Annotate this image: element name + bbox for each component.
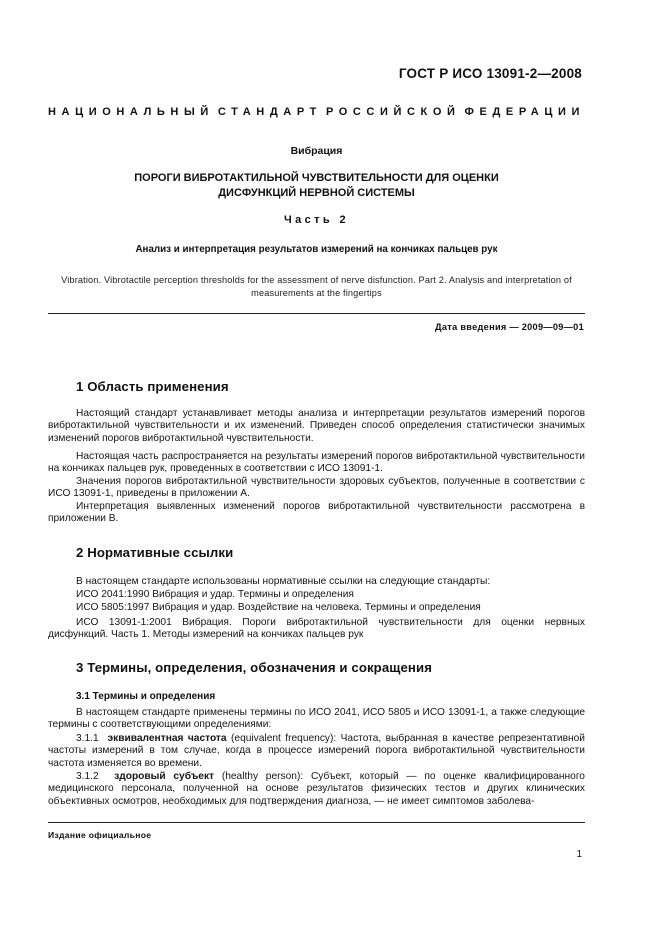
banner-word: ФЕДЕРАЦИИ (464, 106, 585, 118)
section-1-paragraph-1: Настоящий стандарт устанавливает методы анализа и интерпретации результатов измерений порогов вибротактильной чувствительности и их изменений. Приведен способ определения статистически значимых изменений порогов вибротактильной чувствительности. (48, 408, 585, 444)
divider-rule (48, 313, 585, 314)
document-title: ПОРОГИ ВИБРОТАКТИЛЬНОЙ ЧУВСТВИТЕЛЬНОСТИ ДЛЯ ОЦЕНКИ ДИСФУНКЦИЙ НЕРВНОЙ СИСТЕМЫ (134, 172, 499, 199)
official-edition-label: Издание официальное (48, 830, 152, 840)
normative-reference: ИСО 2041:1990 Вибрация и удар. Термины и определения (76, 589, 354, 600)
section-2-heading: 2 Нормативные ссылки (76, 545, 234, 560)
introduction-date: Дата введения — 2009—09—01 (435, 322, 584, 332)
document-subtitle: Анализ и интерпретация результатов измерений на кончиках пальцев рук (135, 244, 498, 255)
term-number: 3.1.1 (76, 733, 99, 744)
normative-reference: ИСО 13091-1:2001 Вибрация. Пороги вибротактильной чувствительности для оценки нервных дисфункций. Часть 1. Методы измерений на кончиках пальцев рук (48, 617, 585, 641)
normative-reference: ИСО 5805:1997 Вибрация и удар. Воздействие на человека. Термины и определения (76, 602, 481, 613)
term-name: эквивалентная частота (107, 733, 227, 744)
section-1-paragraph-3: Значения порогов вибротактильной чувствительности здоровых субъектов, полученные в соответствии с ИСО 13091-1, приведены в приложении А. (48, 476, 585, 500)
banner-word: НАЦИОНАЛЬНЫЙ (48, 106, 214, 118)
banner-word: РОССИЙСКОЙ (325, 106, 461, 118)
topic-heading: Вибрация (290, 145, 343, 157)
section-1-paragraph-2: Настоящая часть распространяется на результаты измерений порогов вибротактильной чувствительности на кончиках пальцев рук, проведенных в соответствии с ИСО 13091-1. (48, 451, 585, 475)
page-number: 1 (576, 849, 582, 860)
section-3-heading: 3 Термины, определения, обозначения и сокращения (76, 660, 432, 675)
section-1-heading: 1 Область применения (76, 379, 229, 394)
term-3-1-1 (48, 733, 585, 770)
term-number: 3.1.2 (76, 771, 99, 782)
term-definition: (equivalent frequency): Частота, выбранная в качестве репрезентативной частоты измерений в том случае, когда в процессе измерений порога вибротактильной чувствительности частота изменяется во времени. (48, 733, 585, 769)
national-standard-banner (48, 106, 585, 118)
normative-intro: В настоящем стандарте использованы нормативные ссылки на следующие стандарты: (76, 576, 491, 587)
part-label: Часть 2 (283, 214, 350, 226)
term-3-1-2 (48, 771, 585, 808)
section-3-intro: В настоящем стандарте применены термины по ИСО 2041, ИСО 5805 и ИСО 13091-1, а также следующие термины с соответствующими определениями: (48, 707, 585, 731)
english-title: Vibration. Vibrotactile perception thresholds for the assessment of nerve disfunction. Part 2. Analysis and interpretation of measurements at the fingertips (61, 275, 572, 298)
document-code: ГОСТ Р ИСО 13091-2—2008 (398, 66, 582, 81)
section-1-paragraph-4: Интерпретация выявленных изменений порогов вибротактильной чувствительности рассмотрена в приложении В. (48, 501, 585, 525)
term-definition: (healthy person): Субъект, который — по оценке квалифицированного медицинского персонала, полученной на основе результатов физических тестов и других клинических объективных осмотров, необходимых для подтверждения диагноза, — не имеет симптомов заболева- (48, 771, 585, 807)
banner-word: СТАНДАРТ (217, 106, 322, 118)
footer-rule (48, 822, 585, 823)
subsection-3-1-heading: 3.1 Термины и определения (76, 691, 216, 702)
term-name: здоровый субъект (114, 771, 215, 782)
